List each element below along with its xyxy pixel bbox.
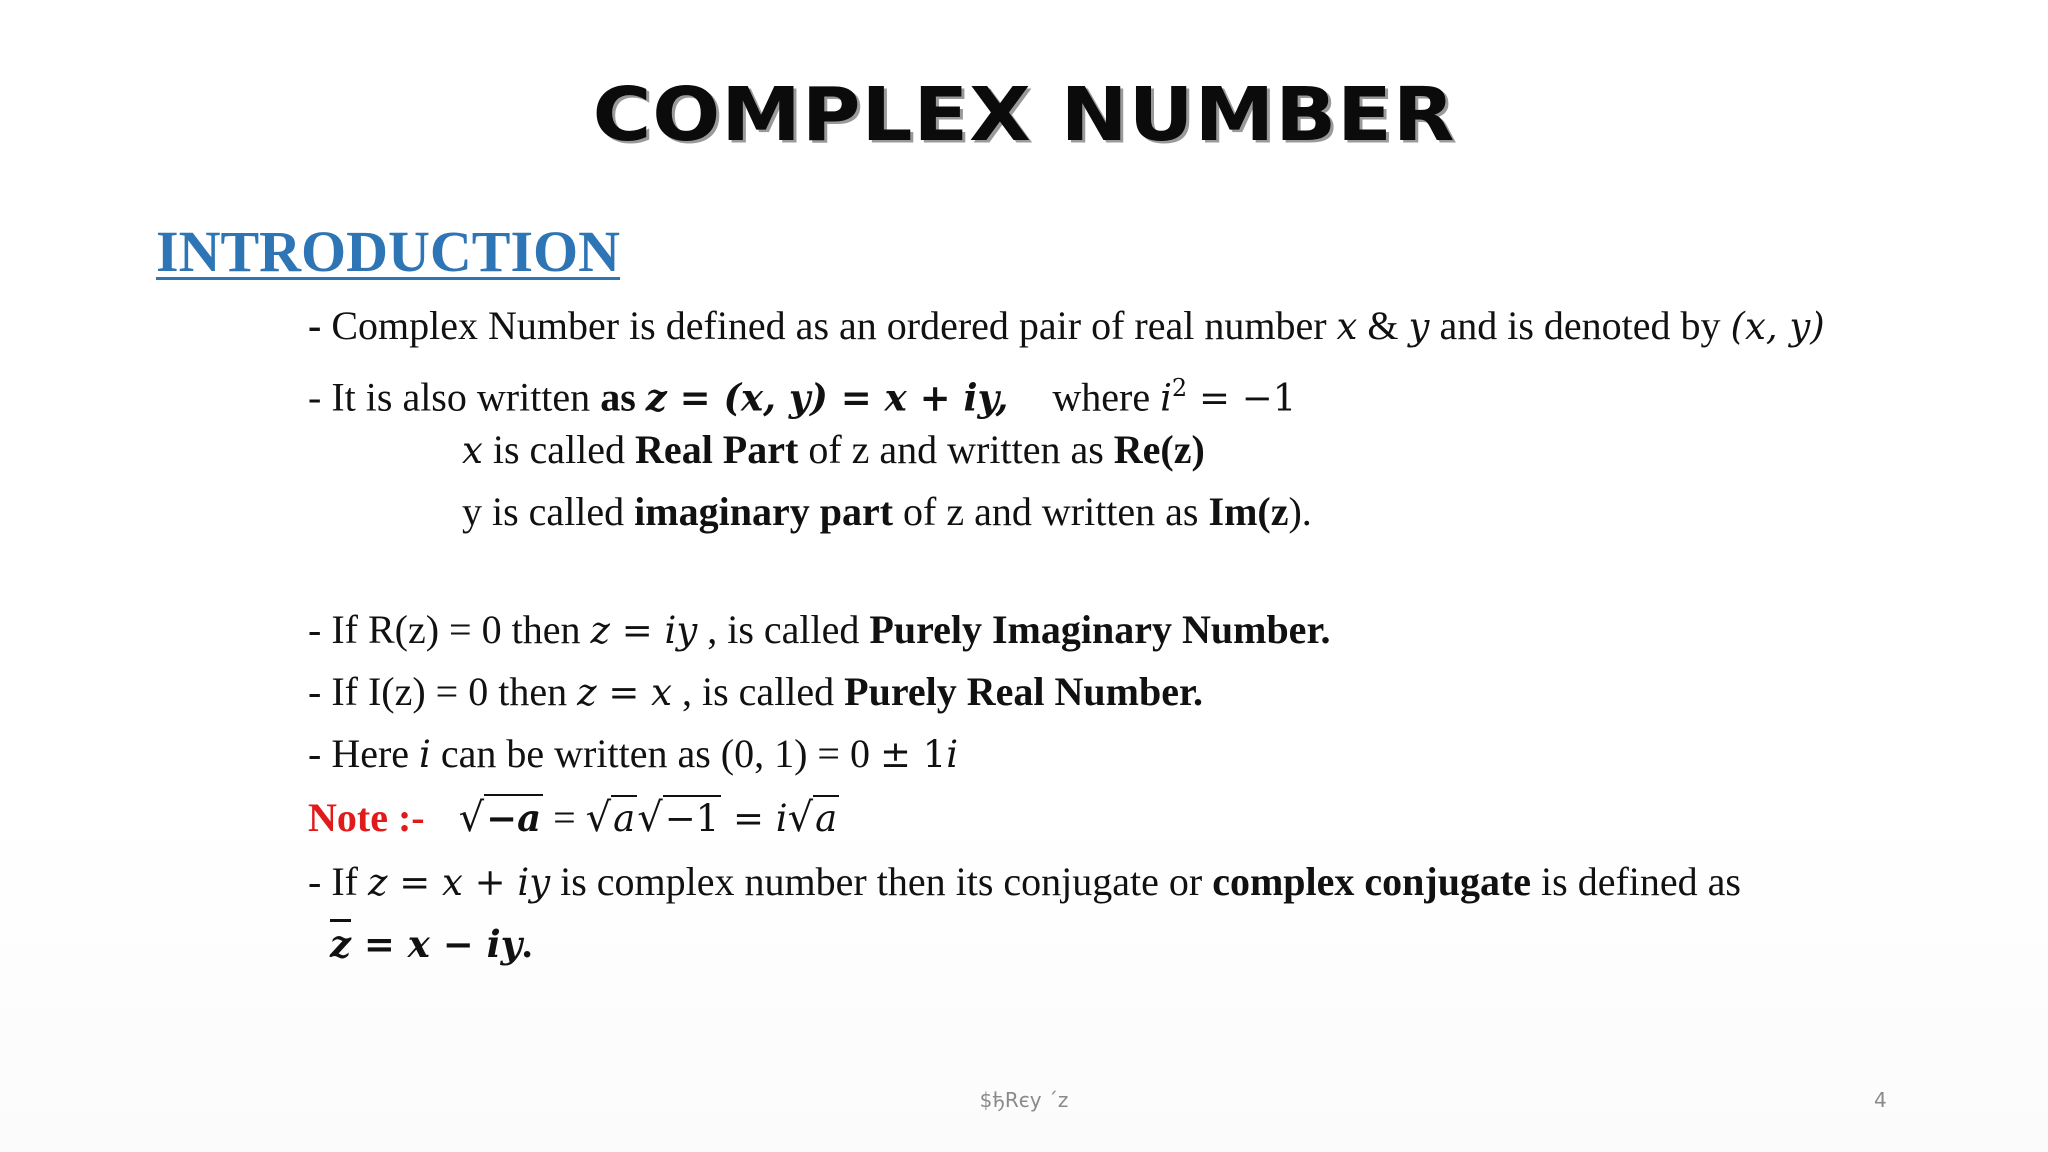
bold-text: as [600, 374, 646, 420]
math-pair: (x, y) [1730, 305, 1825, 348]
purely-real-line [308, 668, 1203, 717]
conjugate-definition-line [330, 920, 532, 968]
radicand: a [815, 797, 838, 840]
radicand: −a [486, 796, 542, 840]
math-expression: z = x + iy [367, 861, 551, 904]
imaginary-part-line [462, 488, 1312, 536]
bullet-dash: - [308, 374, 332, 420]
text: Complex Number is defined as an ordered pair of real number [331, 303, 1337, 348]
text: can be written as (0, 1) = 0 [430, 731, 880, 776]
text: - If I(z) = 0 then [308, 669, 578, 714]
footer-author: $ђRєy ´z [979, 1088, 1069, 1112]
radicand: a [613, 797, 636, 840]
math-expression: z = iy [590, 609, 698, 652]
bold-text: z [1270, 489, 1289, 534]
superscript: 2 [1171, 374, 1188, 402]
math-i: i [419, 733, 431, 776]
text: , is called [672, 669, 845, 714]
bullet-dash: - [308, 303, 332, 348]
text: of z and written as [893, 489, 1209, 534]
bold-text: Re(z) [1113, 427, 1205, 472]
text: is defined as [1531, 859, 1741, 904]
text: . [522, 921, 533, 966]
text: and is denoted by [1429, 303, 1731, 348]
page-number: 4 [1874, 1088, 1887, 1112]
purely-imaginary-line [308, 606, 1331, 655]
radicand: −1 [664, 797, 720, 840]
text: ). [1288, 489, 1312, 534]
math-i: i [946, 733, 959, 776]
text: It is also written [331, 374, 601, 420]
note-label: Note :- [308, 795, 425, 840]
text: y is called [462, 489, 635, 534]
text: , is called [697, 607, 870, 652]
text: = [543, 795, 586, 840]
notation-line [308, 364, 1296, 422]
sqrt-a: √a [787, 795, 838, 841]
math-y: y [1408, 305, 1430, 348]
bold-text: Purely Imaginary Number. [869, 607, 1331, 652]
math-expression: = x − iy [351, 922, 523, 966]
real-part-line [462, 426, 1205, 475]
text: - If [308, 859, 368, 904]
section-heading: INTRODUCTION [156, 219, 621, 284]
bold-text: Im( [1208, 489, 1271, 534]
math-minus-one: = −1 [1187, 376, 1297, 420]
conjugate-line [308, 858, 1741, 907]
bold-text: Purely Real Number. [844, 669, 1204, 714]
math-expression: z = x [577, 671, 672, 714]
text: is complex number then its conjugate or [550, 859, 1213, 904]
math-z-definition: z = (x, y) = x + iy, [645, 375, 1009, 420]
math-i: = i [721, 797, 788, 840]
math-plus-minus: ± 1 [879, 733, 947, 776]
bold-text: Real Part [635, 427, 799, 472]
sqrt-minus-one: √−1 [637, 795, 720, 841]
note-line [308, 794, 839, 843]
slide-title: COMPLEX NUMBER [592, 71, 1456, 158]
sqrt-neg-a: √−a [458, 795, 542, 841]
math-x: x [1336, 305, 1358, 348]
text: - If R(z) = 0 then [308, 607, 591, 652]
i-definition-line [308, 730, 958, 779]
math-x: x [462, 429, 483, 472]
text: & [1357, 303, 1409, 348]
math-z-bar: $\overline{z}$ [330, 922, 352, 966]
text: of z and written as [798, 427, 1114, 472]
math-i: i [1160, 376, 1172, 420]
bold-text: imaginary part [634, 489, 894, 534]
text: is called [482, 427, 636, 472]
bold-text: complex conjugate [1212, 859, 1532, 904]
definition-line [308, 302, 1825, 351]
text: where [1052, 374, 1161, 420]
sqrt-a: √a [585, 795, 636, 841]
text: - Here [308, 731, 420, 776]
